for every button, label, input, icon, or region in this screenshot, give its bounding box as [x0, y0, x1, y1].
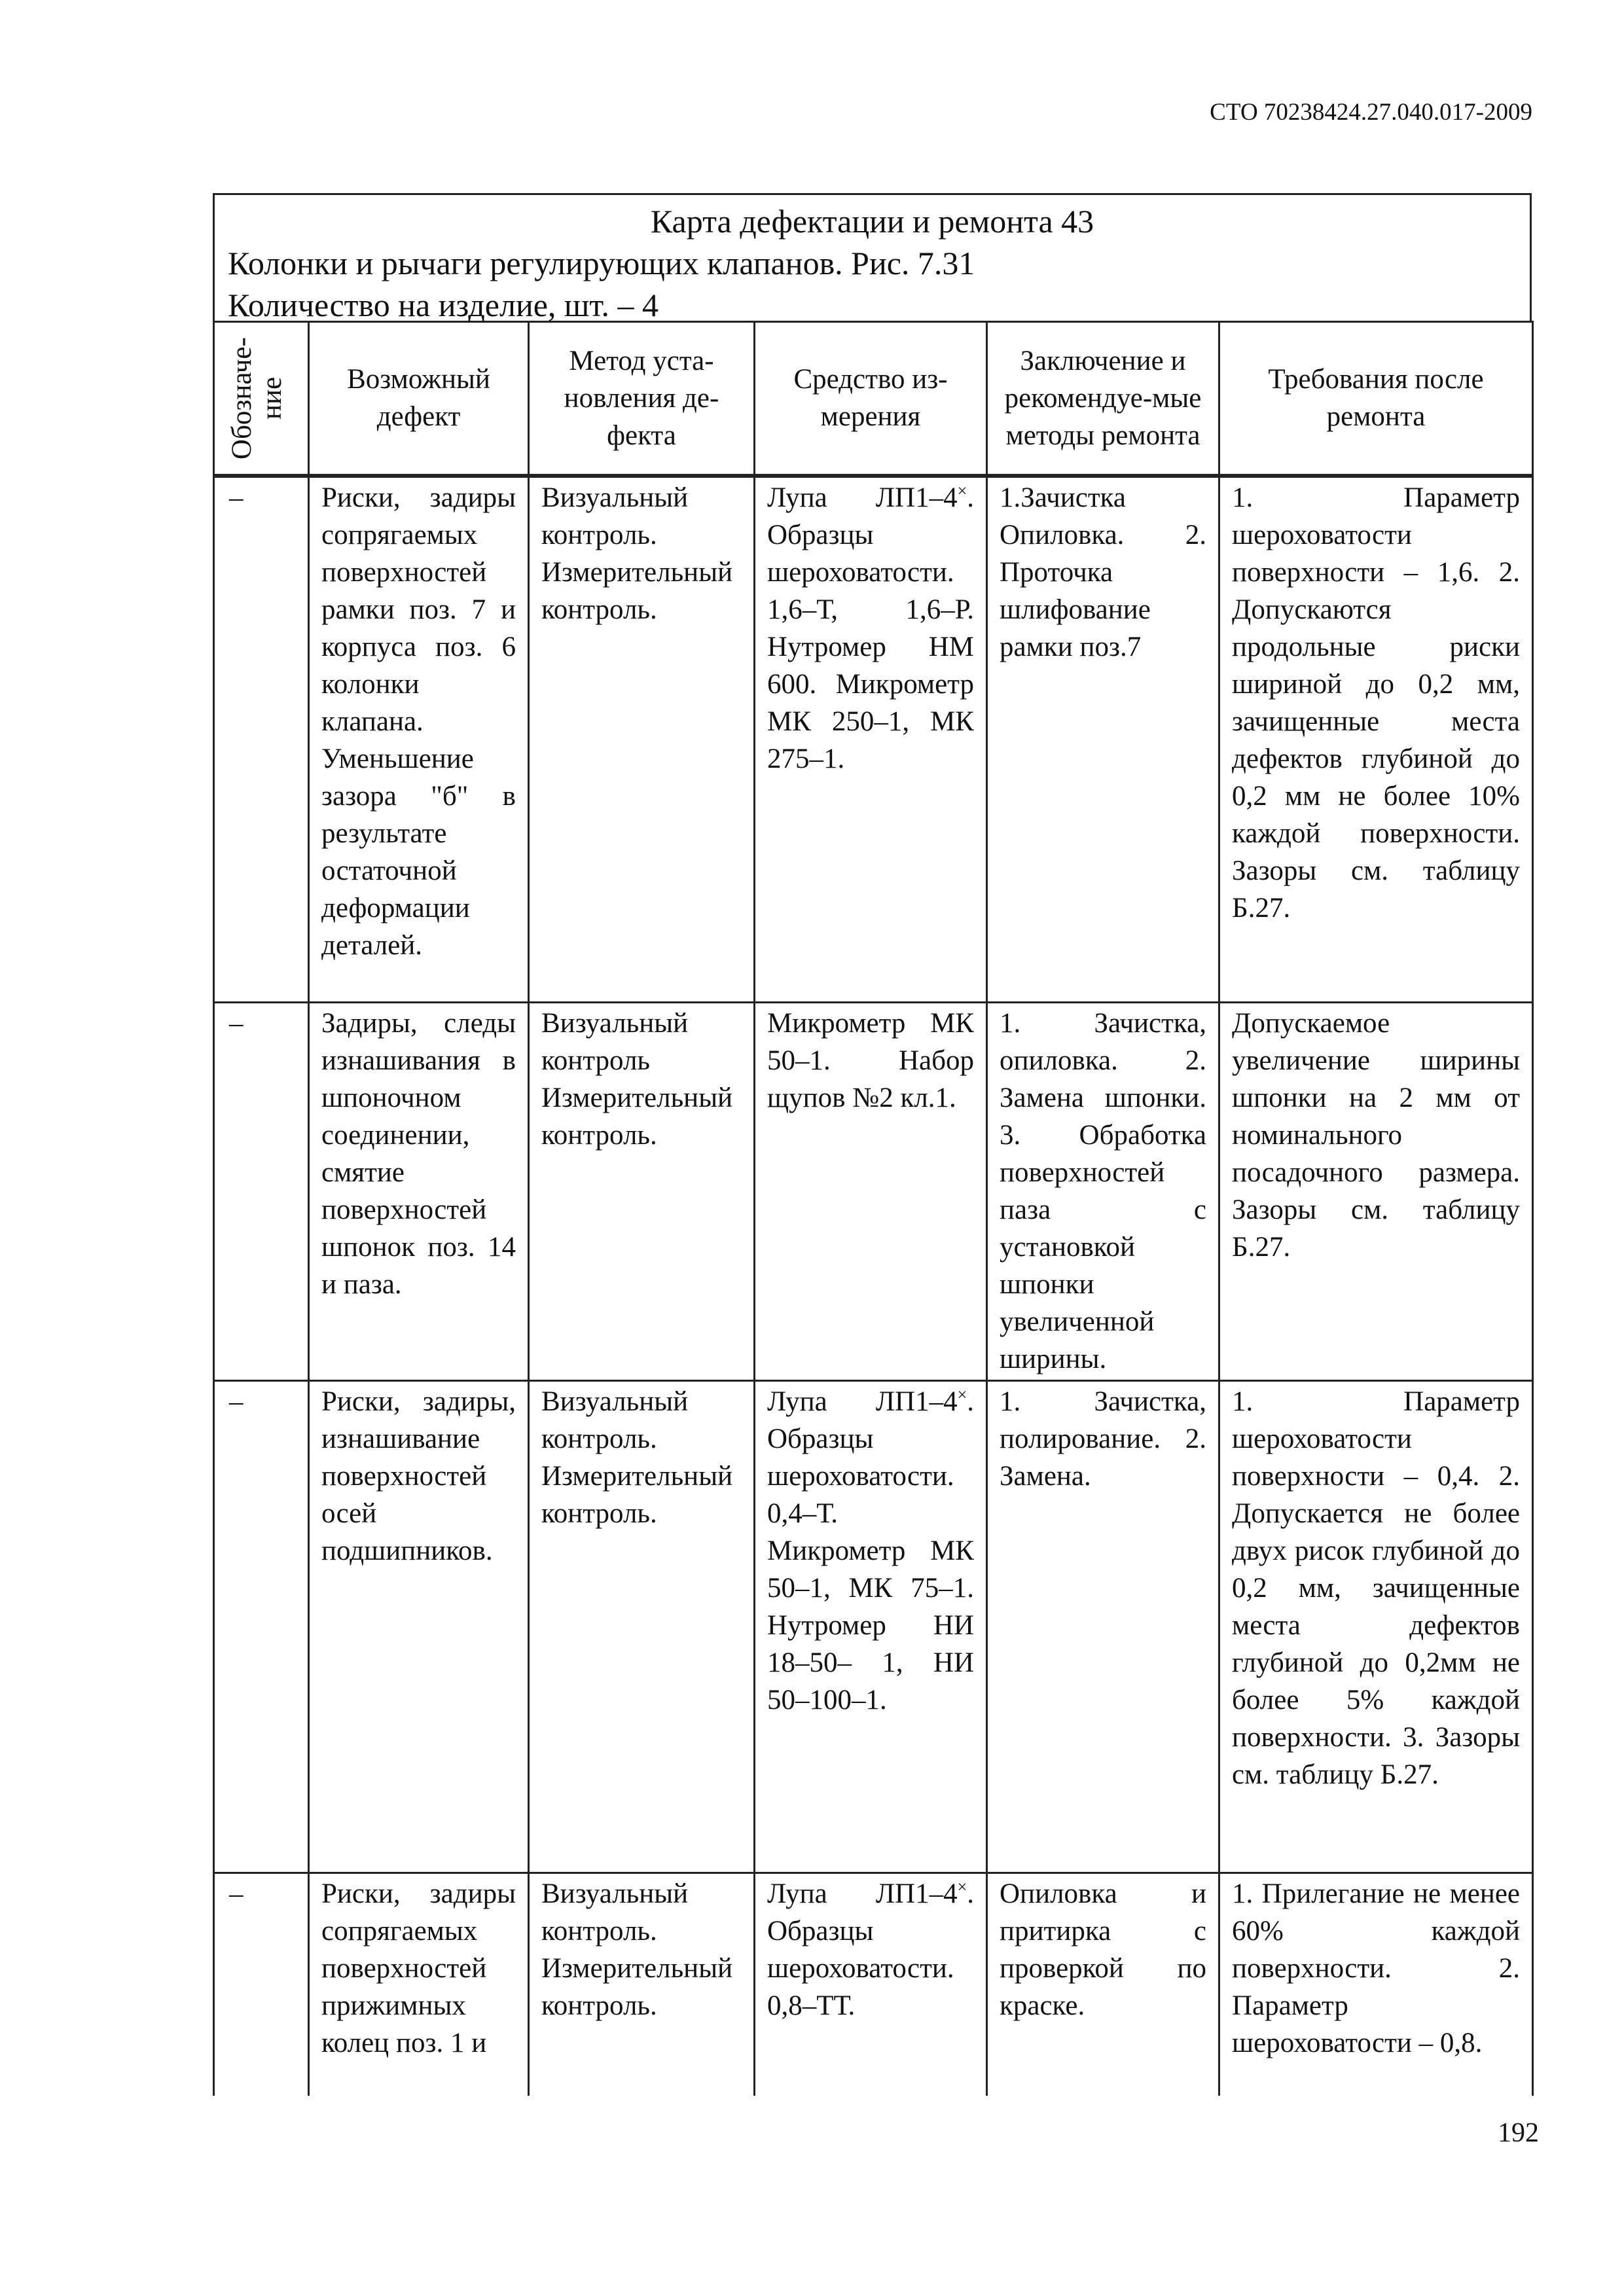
tool-sup: ×: [957, 1877, 967, 1897]
header-defect: Возможный дефект: [309, 322, 529, 476]
card-header: [213, 193, 1532, 321]
row-defect: Задиры, следы изнашивания в шпоночном соединении, смятие поверхностей шпонок поз. 14 и паза.: [309, 1003, 529, 1381]
row-requirements: 1. Параметр шероховатости поверхности – 1,6. 2. Допускаются продольные риски шириной до 0,2 мм, зачищенные места дефектов глубиной до 0,2 мм не более 10% каждой поверхности. Зазоры см. таблицу Б.27.: [1219, 476, 1533, 1003]
row-requirements: 1. Прилегание не менее 60% каждой поверхности. 2. Параметр шероховатости – 0,8.: [1219, 1873, 1533, 2096]
page-number: 192: [1498, 2118, 1539, 2148]
row-designation: –: [214, 476, 309, 1003]
row-conclusion: Опиловка и притирка с проверкой по краске.: [987, 1873, 1219, 2096]
row-tool: [755, 1003, 987, 1381]
table-row: [214, 1381, 1533, 1873]
row-method: Визуальный контроль. Измерительный контроль.: [529, 1873, 755, 2096]
row-conclusion: 1. Зачистка, опиловка. 2. Замена шпонки. 3. Обработка поверхностей паза с установкой шпонки увеличенной ширины.: [987, 1003, 1219, 1381]
table-row: [214, 1873, 1533, 2096]
row-designation: –: [214, 1003, 309, 1381]
row-defect: Риски, задиры сопрягаемых поверхностей рамки поз. 7 и корпуса поз. 6 колонки клапана. Уменьшение зазора "б" в результате остаточной деформации деталей.: [309, 476, 529, 1003]
row-requirements: Допускаемое увеличение ширины шпонки на 2 мм от номинального посадочного размера. Зазоры см. таблицу Б.27.: [1219, 1003, 1533, 1381]
header-conclusion: Заключение и рекомендуе-мые методы ремонта: [987, 322, 1219, 476]
tool-text-b: . Образцы шероховатости. 0,4–Т. Микрометр МК 50–1, МК 75–1. Нутромер НИ 18–50– 1, НИ 50–100–1.: [767, 1386, 974, 1715]
defect-card: [213, 193, 1532, 2096]
row-defect: Риски, задиры, изнашивание поверхностей осей подшипников.: [309, 1381, 529, 1873]
table-row: [214, 1003, 1533, 1381]
row-method: Визуальный контроль Измерительный контроль.: [529, 1003, 755, 1381]
tool-text-a: Микрометр МК 50–1. Набор щупов №2 кл.1.: [767, 1008, 974, 1113]
row-tool: [755, 1381, 987, 1873]
row-conclusion: 1.Зачистка Опиловка. 2. Проточка шлифование рамки поз.7: [987, 476, 1219, 1003]
header-designation-text: Обозначе-ние: [226, 336, 287, 459]
card-title: Карта дефектации и ремонта 43: [650, 203, 1094, 240]
row-defect: Риски, задиры сопрягаемых поверхностей прижимных колец поз. 1 и: [309, 1873, 529, 2096]
row-designation: –: [214, 1873, 309, 2096]
tool-text-a: Лупа ЛП1–4: [767, 1386, 958, 1417]
row-conclusion: 1. Зачистка, полирование. 2. Замена.: [987, 1381, 1219, 1873]
card-subtitle: Колонки и рычаги регулирующих клапанов. Рис. 7.31: [228, 245, 975, 281]
tool-sup: ×: [957, 1385, 967, 1405]
table-row: [214, 476, 1533, 1003]
header-tool: Средство из-мерения: [755, 322, 987, 476]
row-requirements: 1. Параметр шероховатости поверхности – 0,4. 2. Допускается не более двух рисок глубиной до 0,2 мм, зачищенные места дефектов глубиной до 0,2мм не более 5% каждой поверхности. 3. Зазоры см. таблицу Б.27.: [1219, 1381, 1533, 1873]
row-method: Визуальный контроль. Измерительный контроль.: [529, 476, 755, 1003]
row-method: Визуальный контроль. Измерительный контроль.: [529, 1381, 755, 1873]
table-header-row: [214, 322, 1533, 476]
header-requirements: Требования после ремонта: [1219, 322, 1533, 476]
row-tool: [755, 476, 987, 1003]
row-designation: –: [214, 1381, 309, 1873]
header-method: Метод уста-новления де-фекта: [529, 322, 755, 476]
tool-text-b: . Образцы шероховатости. 0,8–ТТ.: [767, 1878, 974, 2021]
row-tool: [755, 1873, 987, 2096]
card-quantity: Количество на изделие, шт. – 4: [228, 287, 659, 323]
tool-sup: ×: [957, 481, 967, 501]
tool-text-a: Лупа ЛП1–4: [767, 482, 958, 513]
tool-text-b: . Образцы шероховатости. 1,6–Т, 1,6–Р. Нутромер НМ 600. Микрометр МК 250–1, МК 275–1.: [767, 482, 974, 774]
header-designation: [214, 322, 309, 476]
defect-table: [213, 321, 1534, 2096]
document-code: СТО 70238424.27.040.017-2009: [1210, 99, 1532, 126]
tool-text-a: Лупа ЛП1–4: [767, 1878, 958, 1909]
